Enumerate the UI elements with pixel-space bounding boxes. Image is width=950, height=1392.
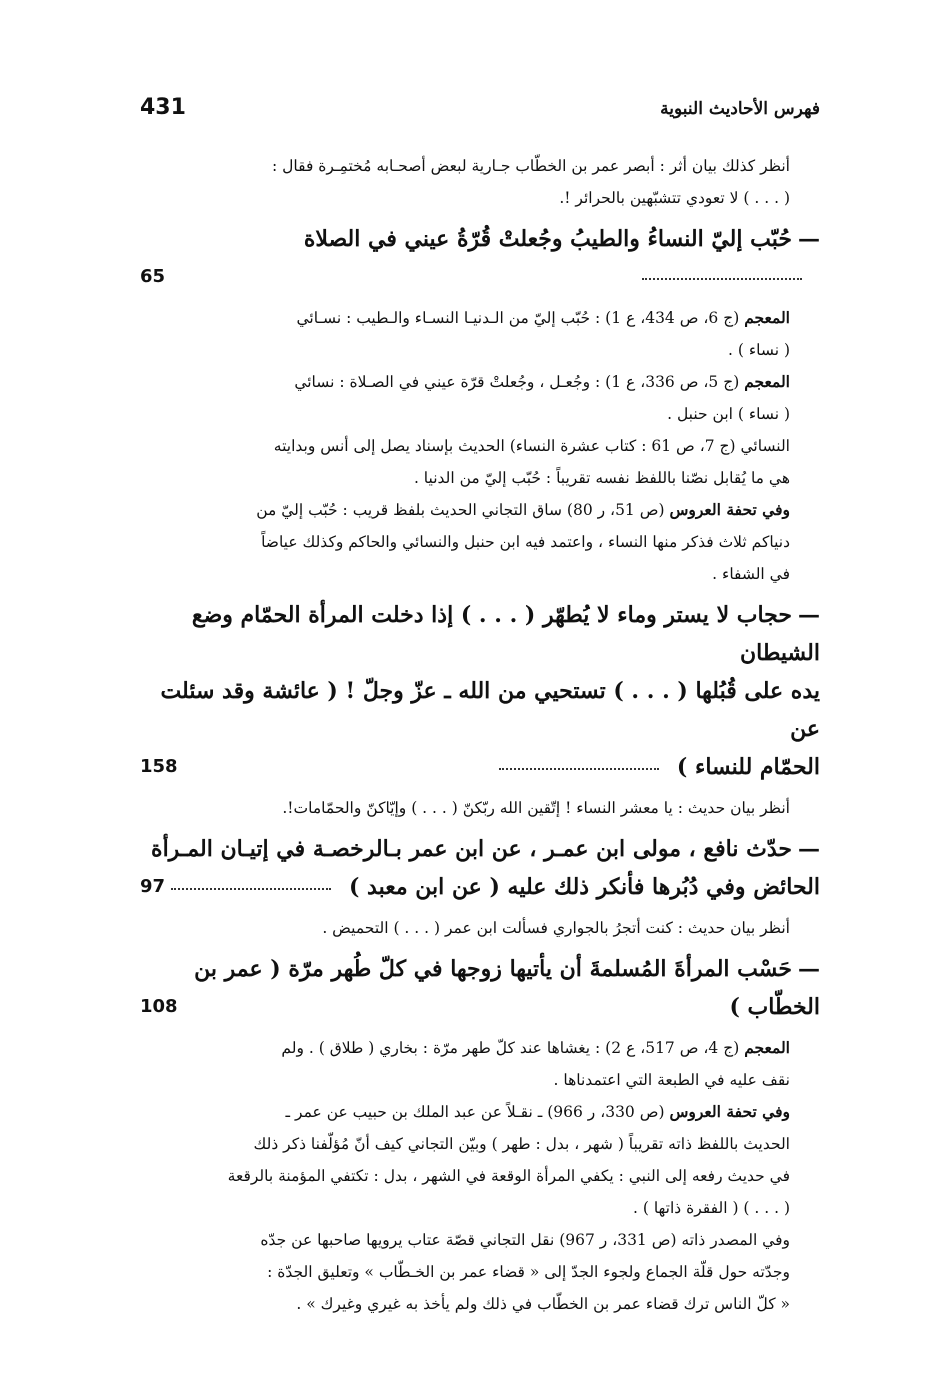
source-reference-line	[140, 1192, 820, 1224]
reference-text: ( نساء ) .	[728, 341, 790, 359]
reference-text: أنظر بيان حديث : يا معشر النساء ! إتّقين الله ربّكنّ ( . . . ) وإيّاكنّ والحمّامات!.	[282, 799, 790, 817]
reference-text: ( . . . ) ( الفقرة ذاتها ) .	[632, 1199, 790, 1217]
reference-text: ( . . . ) لا تعودي تتشبّهين بالحرائر !.	[559, 189, 790, 207]
cross-reference-note	[140, 792, 820, 824]
entry-dash: —	[798, 602, 820, 628]
source-reference-line	[140, 462, 820, 494]
reference-text: في الشفاء .	[712, 565, 790, 583]
source-reference-line	[140, 1032, 820, 1064]
reference-text: في حديث رفعه إلى النبي : يكفي المرأة الوقعة في الشهر ، بدل : تكتفي المؤمنة بالرقعة	[227, 1167, 790, 1185]
reference-text: أنظر كذلك بيان أثر : أبصر عمر بن الخطّاب جـارية لبعض أصحـابه مُختمِـرة فقال :	[271, 157, 790, 175]
entry-dash: —	[798, 226, 820, 252]
source-reference-line	[140, 494, 820, 526]
cross-reference-note	[140, 182, 820, 214]
source-reference-line	[140, 1096, 820, 1128]
reference-text: دنياكم ثلاث فذكر منها النساء ، واعتمد فيه ابن حنبل والنسائي والحاكم وكذلك عياضاً	[261, 533, 790, 551]
source-reference-line	[140, 366, 820, 398]
leader-dots	[499, 767, 659, 770]
source-label: وفي تحفة العروس	[669, 1102, 790, 1121]
hadith-entry-line	[140, 748, 820, 786]
source-reference-line	[140, 1160, 820, 1192]
hadith-page-reference: 158	[140, 756, 178, 777]
hadith-text: الحائض وفي دُبُرها فأنكر ذلك عليه ( عن ابن معبد )	[348, 874, 820, 900]
reference-text: نقف عليه في الطبعة التي اعتمدناها .	[553, 1071, 790, 1089]
cross-reference-note	[140, 150, 820, 182]
hadith-text: حَسْب المرأةَ المُسلمةَ أن يأتيها زوجها في كلّ طُهر مرّة ( عمر بن الخطّاب )	[194, 956, 820, 1020]
hadith-text: حدّث نافع ، مولى ابن عمـر ، عن ابن عمر بـالرخصـة في إتيـان المـرأة	[151, 836, 792, 862]
hadith-page-reference: 65	[140, 266, 166, 287]
hadith-page-reference: 108	[140, 996, 178, 1017]
reference-text: « كلّ الناس ترك قضاء عمر بن الخطّاب في ذلك ولم يأخذ به غيري وغيرك » .	[296, 1295, 790, 1313]
source-label: المعجم	[744, 372, 790, 391]
hadith-text: حُبّب إليّ النساءُ والطيبُ وجُعلتْ قُرّةُ عيني في الصلاة	[303, 226, 792, 252]
reference-text: النسائي (ج 7، ص 61 : كتاب عشرة النساء) الحديث بإسناد يصل إلى أنس وبدايته	[273, 437, 790, 455]
hadith-text: الحمّام للنساء )	[676, 754, 820, 780]
hadith-text: يده على قُبُلها ( . . . ) تستحيي من الله ـ عزّ وجلّ ! ( عائشة وقد سئلت عن	[160, 678, 820, 742]
reference-text: (ج 6، ص 434، ع 1) : حُبّب إليّ من الـدنيـا النسـاء والـطيب : نسـائي	[296, 309, 740, 327]
reference-text: (ج 4، ص 517، ع 2) : يغشاها عند كلّ طهر مرّة : بخاري ( طلاق ) . ولم	[281, 1039, 740, 1057]
source-reference-line	[140, 1256, 820, 1288]
reference-text: أنظر بيان حديث : كنت أتجرُ بالجواري فسألت ابن عمر ( . . . ) التحميض .	[322, 919, 790, 937]
entry-dash: —	[798, 836, 820, 862]
source-reference-line	[140, 398, 820, 430]
source-reference-line	[140, 1064, 820, 1096]
hadith-entry-line	[140, 830, 820, 868]
reference-text: (ج 5، ص 336، ع 1) : وجُعـل ، وجُعلتْ قرّة عيني في الصـلاة : نسائي	[294, 373, 740, 391]
hadith-entry-line	[140, 220, 820, 296]
index-content	[140, 150, 820, 1320]
source-reference-line	[140, 1128, 820, 1160]
source-label: وفي تحفة العروس	[669, 500, 790, 519]
source-label: المعجم	[744, 1038, 790, 1057]
hadith-entry-line	[140, 672, 820, 748]
entry-dash: —	[798, 956, 820, 982]
reference-text: وجدّته حول قلّة الجماع ولجوء الجدّ إلى « قضاء عمر بن الخـطّاب » وتعليق الجدّة :	[267, 1263, 790, 1281]
leader-dots	[171, 887, 331, 890]
hadith-page-reference: 97	[140, 876, 166, 897]
hadith-entry-line	[140, 950, 820, 1026]
running-title: فهرس الأحاديث النبوية	[660, 99, 820, 119]
source-reference-line	[140, 526, 820, 558]
source-reference-line	[140, 334, 820, 366]
reference-text: هي ما يُقابل نصّنا باللفظ نفسه تقريباً : حُبّب إليّ من الدنيا .	[413, 469, 790, 487]
page-header	[140, 95, 820, 135]
reference-text: ( نساء ) ابن حنبل .	[667, 405, 790, 423]
hadith-text: حجاب لا يستر وماء لا يُطهّر ( . . . ) إذا دخلت المرأة الحمّام وضع الشيطان	[191, 602, 820, 666]
leader-dots	[642, 277, 802, 280]
reference-text: وفي المصدر ذاته (ص 331، ر 967) نقل التجاني قصّة عتاب يرويها صاحبها عن جدّه	[260, 1231, 790, 1249]
source-reference-line	[140, 558, 820, 590]
source-reference-line	[140, 1288, 820, 1320]
reference-text: (ص 330، ر 966) ـ نقـلاً عن عبد الملك بن حبيب عن عمر ـ	[285, 1103, 665, 1121]
hadith-entry-line	[140, 596, 820, 672]
page-number: 431	[140, 95, 186, 120]
cross-reference-note	[140, 912, 820, 944]
source-reference-line	[140, 1224, 820, 1256]
reference-text: الحديث باللفظ ذاته تقريباً ( شهر ، بدل : طهر ) وبيّن التجاني كيف أنّ مُؤلّفنا ذكر ذلك	[253, 1135, 790, 1153]
source-reference-line	[140, 302, 820, 334]
reference-text: (ص 51، ر 80) ساق التجاني الحديث بلفظ قريب : حُبّب إليّ من	[256, 501, 665, 519]
source-reference-line	[140, 430, 820, 462]
source-label: المعجم	[744, 308, 790, 327]
hadith-entry-line	[140, 868, 820, 906]
